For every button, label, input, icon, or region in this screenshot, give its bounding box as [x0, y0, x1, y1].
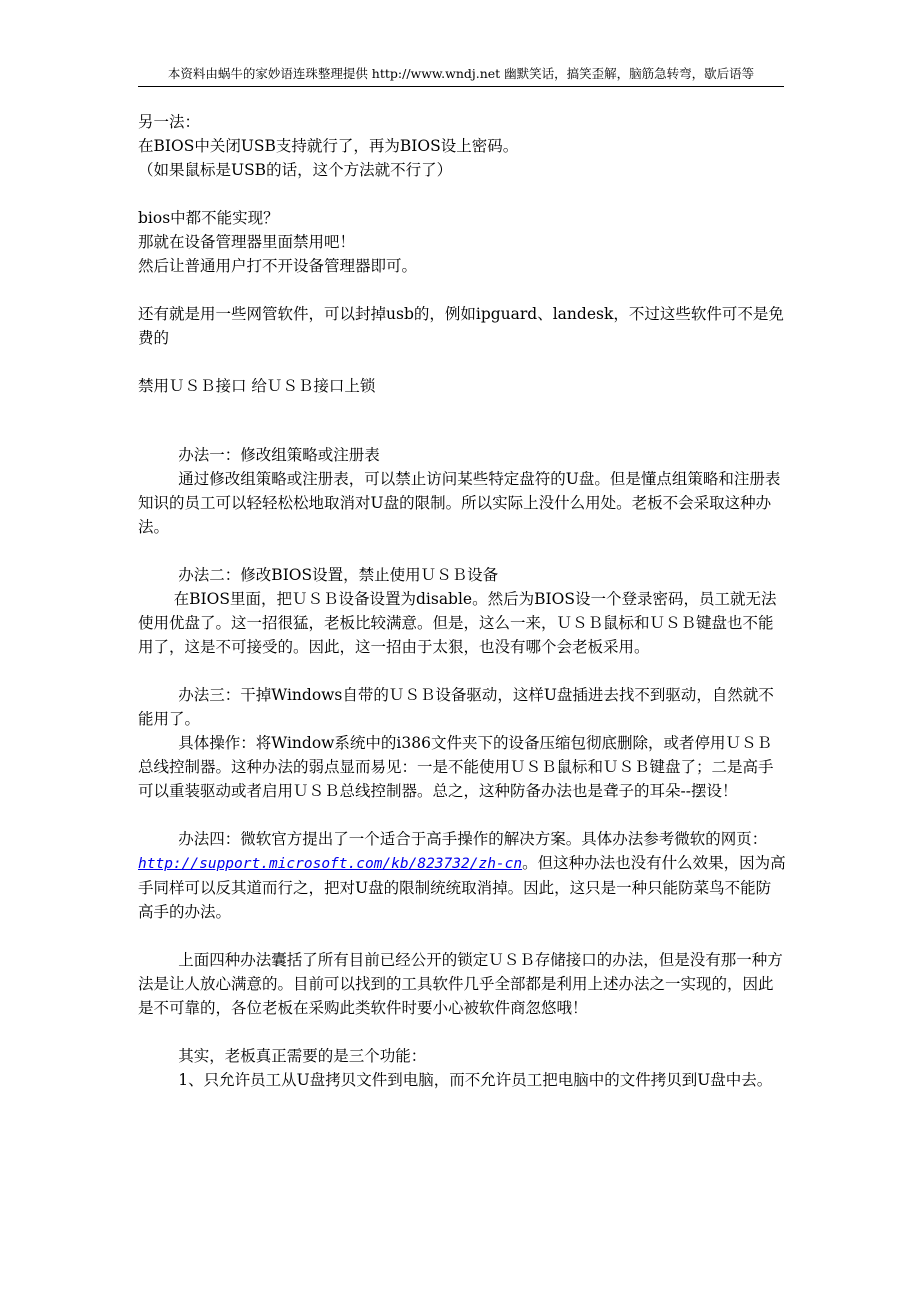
microsoft-kb-link[interactable]: http://support.microsoft.com/kb/823732/zh-cn	[138, 856, 523, 872]
spacer	[138, 539, 786, 563]
paragraph-another-method: 另一法：	[138, 113, 201, 131]
spacer	[138, 398, 786, 443]
spacer	[138, 350, 786, 374]
need-item-1: 1、只允许员工从U盘拷贝文件到电脑，而不允许员工把电脑中的文件拷贝到U盘中去。	[178, 1071, 773, 1089]
method-4-paragraph	[138, 827, 786, 924]
paragraph-device-manager: 那就在设备管理器里面禁用吧！	[138, 233, 356, 251]
page-header: 本资料由蜗牛的家妙语连珠整理提供 http://www.wndj.net 幽默笑话，搞笑歪解，脑筋急转弯，歇后语等	[138, 66, 784, 87]
paragraph-bios-disable-usb: 在BIOS中关闭USB支持就行了，再为BIOS设上密码。	[138, 137, 519, 155]
paragraph-network-software: 还有就是用一些网管软件，可以封掉usb的，例如ipguard、landesk，不过这些软件可不是免费的	[138, 305, 784, 347]
paragraph-normal-user: 然后让普通用户打不开设备管理器即可。	[138, 257, 418, 275]
spacer	[138, 659, 786, 683]
spacer	[138, 803, 786, 827]
method-1-title: 办法一：修改组策略或注册表	[178, 446, 380, 464]
paragraph-bios-question: bios中都不能实现？	[138, 209, 279, 227]
paragraph-usb-mouse-note: （如果鼠标是USB的话，这个方法就不行了）	[138, 161, 453, 179]
spacer	[138, 1020, 786, 1044]
spacer	[138, 924, 786, 948]
method-2-text: 在BIOS里面，把ＵＳＢ设备设置为disable。然后为BIOS设一个登录密码，员工就无法使用优盘了。这一招很猛，老板比较满意。但是，这么一来，ＵＳＢ鼠标和ＵＳＢ键盘也不能用了，这是不可接受的。因此，这一招由于太狠，也没有哪个会老板采用。	[138, 590, 777, 656]
method-4-text-after: 。但这种办法也没有什么效果，因为高手同样可以反其道而行之，把对U盘的限制统统取消掉。因此，这只是一种只能防菜鸟不能防高手的办法。	[138, 854, 786, 921]
method-4-text-before: 办法四：微软官方提出了一个适合于高手操作的解决方案。具体办法参考微软的网页：	[178, 830, 768, 848]
summary-paragraph: 上面四种办法囊括了所有目前已经公开的锁定ＵＳＢ存储接口的办法，但是没有那一种方法是让人放心满意的。目前可以找到的工具软件几乎全部都是利用上述办法之一实现的，因此是不可靠的，各位老板在采购此类软件时要小心被软件商忽悠哦！	[138, 951, 783, 1017]
needs-intro: 其实，老板真正需要的是三个功能：	[178, 1047, 427, 1065]
method-3-title: 办法三：干掉Windows自带的ＵＳＢ设备驱动，这样U盘插进去找不到驱动，自然就不能用了。	[138, 686, 774, 728]
method-3-text: 具体操作：将Window系统中的i386文件夹下的设备压缩包彻底删除，或者停用ＵＳＢ总线控制器。这种办法的弱点显而易见：一是不能使用ＵＳＢ鼠标和ＵＳＢ键盘了；二是高手可以重装驱动或者启用ＵＳＢ总线控制器。总之，这种防备办法也是聋子的耳朵--摆设！	[138, 734, 774, 800]
method-2-title: 办法二：修改BIOS设置，禁止使用ＵＳＢ设备	[178, 566, 499, 584]
spacer	[138, 182, 786, 206]
section-heading-usb-lock: 禁用ＵＳＢ接口 给ＵＳＢ接口上锁	[138, 377, 376, 395]
spacer	[138, 278, 786, 302]
document-body	[138, 110, 786, 1092]
method-1-text: 通过修改组策略或注册表，可以禁止访问某些特定盘符的U盘。但是懂点组策略和注册表知识的员工可以轻轻松松地取消对U盘的限制。所以实际上没什么用处。老板不会采取这种办法。	[138, 470, 781, 536]
